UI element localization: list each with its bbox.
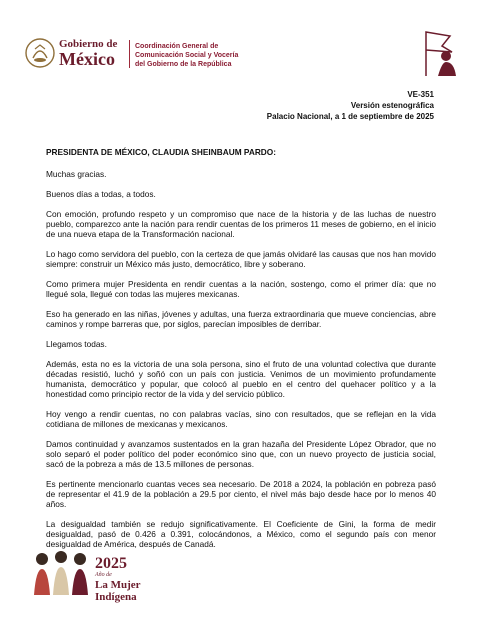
letterhead <box>24 34 464 82</box>
document-type: Versión estenográfica <box>350 101 434 110</box>
paragraph: Como primera mujer Presidenta en rendir cuentas a la nación, sostengo, como el primer día: que no llegué sola, llegué con todas las mujeres mexicanas. <box>46 279 436 299</box>
coat-of-arms-icon <box>24 36 56 70</box>
footer-subtitle: Año de <box>95 572 112 578</box>
coordination-label: Coordinación General de Comunicación Social y Vocería del Gobierno de la República <box>135 43 239 68</box>
header-divider <box>129 40 130 68</box>
footer-line-2: Indígena <box>95 591 137 603</box>
paragraph: Eso ha generado en las niñas, jóvenes y adultas, una fuerza extraordinaria que mueve conciencias, abre caminos y rompe barreras que, por siglos, parecían imposibles de derribar. <box>46 309 436 329</box>
document-place-date: Palacio Nacional, a 1 de septiembre de 2025 <box>266 112 434 121</box>
government-logo-text <box>59 38 117 69</box>
document-meta <box>267 89 434 122</box>
footer-year-logo <box>95 556 141 603</box>
woman-with-flag-illustration-icon <box>420 26 462 78</box>
transcript-body <box>46 147 436 559</box>
paragraph: La desigualdad también se redujo significativamente. El Coeficiente de Gini, la forma de medir desigualdad, pasó de 0.426 a 0.391, colocándonos, a México, como el segundo país con menor desigualdad de América, después de Canadá. <box>46 519 436 549</box>
paragraph: Llegamos todas. <box>46 339 107 349</box>
paragraph: Con emoción, profundo respeto y un compromiso que nace de la historia y de las luchas de nuestro pueblo, comparezco ante la nación para rendir cuentas de los primeros 11 meses de gobierno, en el inicio de una nueva etapa de la Transformación nacional. <box>46 209 436 239</box>
speaker-heading: PRESIDENTA DE MÉXICO, CLAUDIA SHEINBAUM PARDO: <box>46 147 277 157</box>
logo-line-1: Gobierno de <box>59 38 118 50</box>
paragraph: Es pertinente mencionarlo cuantas veces sea necesario. De 2018 a 2024, la población en pobreza pasó de representar el 41.9 de la población a 29.5 por ciento, el nivel más bajo desde hace por lo menos 40 años. <box>46 479 436 509</box>
footer-year: 2025 <box>95 555 127 572</box>
footer-line-1: La Mujer <box>95 579 141 591</box>
paragraph: Buenos días a todas, a todos. <box>46 189 156 199</box>
paragraph: Además, esta no es la victoria de una sola persona, sino el fruto de una voluntad colectiva que durante décadas resistió, luchó y soñó con un país con justicia. Venimos de un movimiento profundamente humanista, democrático y popular, que colocó al pueblo en el centro del quehacer político y a la honestidad como principio rector de la vida y del servicio público. <box>46 359 436 399</box>
logo-line-2: México <box>59 49 115 69</box>
document-id: VE-351 <box>407 90 434 99</box>
paragraph: Damos continuidad y avanzamos sustentados en la gran hazaña del Presidente López Obrador, que no solo separó el poder político del poder económico sino que, con un nuevo proyecto de justicia social, sacó de la pobreza a más de 13.5 millones de personas. <box>46 439 436 469</box>
indigenous-women-illustration-icon <box>30 545 92 595</box>
paragraph: Hoy vengo a rendir cuentas, no con palabras vacías, sino con resultados, que se reflejan en la vida cotidiana de millones de mexicanas y mexicanos. <box>46 409 436 429</box>
paragraph: Lo hago como servidora del pueblo, con la certeza de que jamás olvidaré las causas que nos han movido siempre: construir un México más justo, democrático, libre y soberano. <box>46 249 436 269</box>
paragraph: Muchas gracias. <box>46 169 107 179</box>
